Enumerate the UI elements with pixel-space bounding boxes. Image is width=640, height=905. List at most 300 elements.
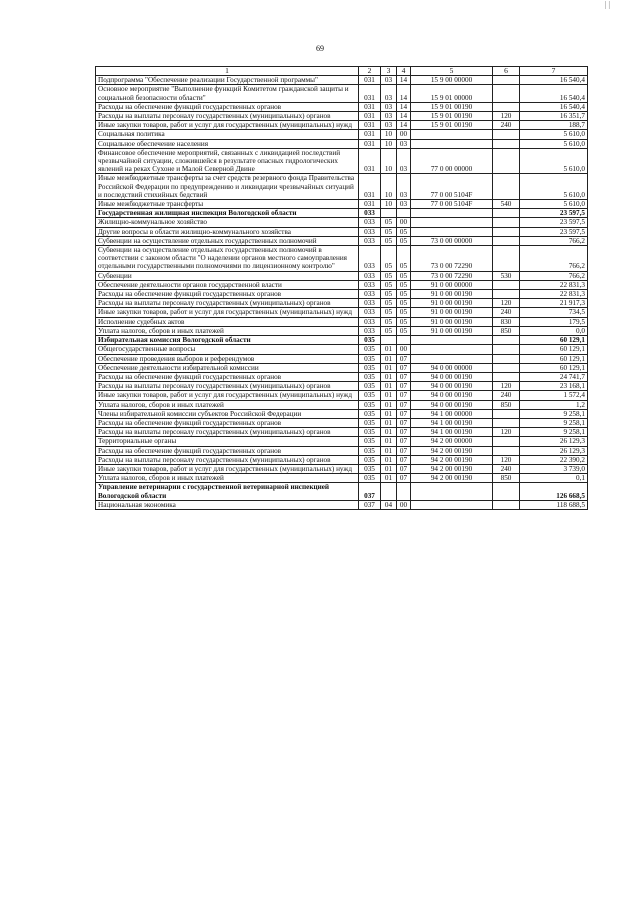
row-name-cell: Субвенции на осуществление отдельных государственных полномочий — [96, 236, 359, 245]
expense-type-cell — [493, 236, 520, 245]
section-code-cell: 05 — [381, 317, 397, 326]
section-code-cell: 05 — [381, 299, 397, 308]
subsection-code-cell: 07 — [397, 428, 411, 437]
subsection-code-cell: 07 — [397, 391, 411, 400]
section-code-cell: 05 — [381, 326, 397, 335]
section-code-cell: 01 — [381, 464, 397, 473]
amount-cell: 16 540,4 — [520, 85, 588, 102]
admin-code-cell: 031 — [359, 76, 381, 85]
amount-cell: 60 129,1 — [520, 354, 588, 363]
table-row — [96, 455, 588, 464]
amount-cell: 734,5 — [520, 308, 588, 317]
table-row — [96, 130, 588, 139]
section-code-cell: 01 — [381, 382, 397, 391]
admin-code-cell: 035 — [359, 382, 381, 391]
section-code-cell: 03 — [381, 76, 397, 85]
admin-code-cell: 031 — [359, 139, 381, 148]
section-code-cell: 03 — [381, 85, 397, 102]
column-header: 7 — [520, 67, 588, 76]
target-article-cell — [411, 139, 493, 148]
section-code-cell — [381, 336, 397, 345]
section-code-cell: 01 — [381, 354, 397, 363]
table-row — [96, 102, 588, 111]
amount-cell: 179,5 — [520, 317, 588, 326]
row-name-cell: Исполнение судебных актов — [96, 317, 359, 326]
target-article-cell: 94 2 00 00000 — [411, 437, 493, 446]
row-name-cell: Уплата налогов, сборов и иных платежей — [96, 474, 359, 483]
amount-cell: 23 168,1 — [520, 382, 588, 391]
subsection-code-cell: 14 — [397, 76, 411, 85]
row-name-cell: Иные закупки товаров, работ и услуг для государственных (муниципальных) нужд — [96, 308, 359, 317]
subsection-code-cell: 00 — [397, 345, 411, 354]
row-name-cell: Расходы на обеспечение функций государственных органов — [96, 418, 359, 427]
target-article-cell: 94 0 00 00190 — [411, 400, 493, 409]
target-article-cell: 91 0 00 00190 — [411, 308, 493, 317]
amount-cell: 5 610,0 — [520, 139, 588, 148]
section-code-cell: 01 — [381, 437, 397, 446]
section-code-cell: 03 — [381, 121, 397, 130]
table-row — [96, 299, 588, 308]
amount-cell: 5 610,0 — [520, 130, 588, 139]
section-code-cell: 03 — [381, 102, 397, 111]
table-row — [96, 437, 588, 446]
target-article-cell — [411, 354, 493, 363]
subsection-code-cell: 03 — [397, 139, 411, 148]
table-row — [96, 280, 588, 289]
expense-type-cell — [493, 130, 520, 139]
admin-code-cell: 035 — [359, 336, 381, 345]
expense-type-cell — [493, 336, 520, 345]
admin-code-cell: 035 — [359, 363, 381, 372]
subsection-code-cell: 07 — [397, 437, 411, 446]
subsection-code-cell — [397, 483, 411, 500]
admin-code-cell: 033 — [359, 290, 381, 299]
expense-type-cell — [493, 139, 520, 148]
row-name-cell: Жилищно-коммунальное хозяйство — [96, 218, 359, 227]
table-row — [96, 209, 588, 218]
admin-code-cell: 031 — [359, 200, 381, 209]
amount-cell: 26 129,3 — [520, 437, 588, 446]
expense-type-cell — [493, 148, 520, 174]
row-name-cell: Иные закупки товаров, работ и услуг для государственных (муниципальных) нужд — [96, 121, 359, 130]
target-article-cell: 94 0 00 00190 — [411, 372, 493, 381]
table-row — [96, 409, 588, 418]
row-name-cell: Территориальные органы — [96, 437, 359, 446]
expense-type-cell — [493, 345, 520, 354]
expense-type-cell — [493, 483, 520, 500]
target-article-cell: 91 0 00 00190 — [411, 317, 493, 326]
section-code-cell: 01 — [381, 400, 397, 409]
target-article-cell: 94 0 00 00190 — [411, 382, 493, 391]
target-article-cell — [411, 483, 493, 500]
row-name-cell: Расходы на выплаты персоналу государственных (муниципальных) органов — [96, 112, 359, 121]
amount-cell: 5 610,0 — [520, 200, 588, 209]
expense-type-cell: 240 — [493, 464, 520, 473]
section-code-cell: 05 — [381, 236, 397, 245]
row-name-cell: Избирательная комиссия Вологодской области — [96, 336, 359, 345]
subsection-code-cell: 05 — [397, 299, 411, 308]
admin-code-cell: 031 — [359, 85, 381, 102]
admin-code-cell: 033 — [359, 227, 381, 236]
subsection-code-cell: 07 — [397, 354, 411, 363]
expense-type-cell — [493, 76, 520, 85]
target-article-cell: 15 9 00 00000 — [411, 76, 493, 85]
expense-type-cell — [493, 85, 520, 102]
column-header: 3 — [381, 67, 397, 76]
subsection-code-cell: 07 — [397, 474, 411, 483]
subsection-code-cell: 07 — [397, 409, 411, 418]
table-row — [96, 139, 588, 148]
admin-code-cell: 035 — [359, 446, 381, 455]
subsection-code-cell: 05 — [397, 246, 411, 272]
admin-code-cell: 035 — [359, 391, 381, 400]
table-row — [96, 200, 588, 209]
target-article-cell — [411, 336, 493, 345]
target-article-cell — [411, 345, 493, 354]
subsection-code-cell — [397, 336, 411, 345]
expense-type-cell: 830 — [493, 317, 520, 326]
table-row — [96, 446, 588, 455]
expense-type-cell: 240 — [493, 391, 520, 400]
admin-code-cell: 035 — [359, 455, 381, 464]
amount-cell: 16 540,4 — [520, 76, 588, 85]
target-article-cell: 73 0 00 72290 — [411, 271, 493, 280]
amount-cell: 22 831,3 — [520, 290, 588, 299]
column-header: 1 — [96, 67, 359, 76]
section-code-cell: 10 — [381, 174, 397, 200]
target-article-cell: 94 0 00 00000 — [411, 363, 493, 372]
expense-type-cell: 120 — [493, 428, 520, 437]
admin-code-cell: 035 — [359, 437, 381, 446]
amount-cell: 9 258,1 — [520, 418, 588, 427]
admin-code-cell: 033 — [359, 299, 381, 308]
section-code-cell: 01 — [381, 455, 397, 464]
target-article-cell: 94 2 00 00190 — [411, 464, 493, 473]
row-name-cell: Уплата налогов, сборов и иных платежей — [96, 326, 359, 335]
subsection-code-cell: 07 — [397, 372, 411, 381]
table-row — [96, 112, 588, 121]
section-code-cell: 01 — [381, 428, 397, 437]
row-name-cell: Расходы на обеспечение функций государственных органов — [96, 102, 359, 111]
row-name-cell: Подпрограмма "Обеспечение реализации Государственной программы" — [96, 76, 359, 85]
admin-code-cell: 031 — [359, 148, 381, 174]
subsection-code-cell: 14 — [397, 102, 411, 111]
admin-code-cell: 031 — [359, 121, 381, 130]
target-article-cell: 91 0 00 00190 — [411, 290, 493, 299]
section-code-cell: 05 — [381, 308, 397, 317]
section-code-cell: 10 — [381, 148, 397, 174]
admin-code-cell: 031 — [359, 130, 381, 139]
expense-type-cell: 540 — [493, 200, 520, 209]
expense-type-cell — [493, 290, 520, 299]
section-code-cell: 05 — [381, 280, 397, 289]
section-code-cell: 10 — [381, 200, 397, 209]
section-code-cell: 05 — [381, 227, 397, 236]
table-row — [96, 372, 588, 381]
amount-cell: 26 129,3 — [520, 446, 588, 455]
admin-code-cell: 031 — [359, 174, 381, 200]
admin-code-cell: 035 — [359, 464, 381, 473]
table-row — [96, 418, 588, 427]
row-name-cell: Основное мероприятие "Выполнение функций Комитетом гражданской защиты и социальной безопасности области" — [96, 85, 359, 102]
expense-type-cell — [493, 372, 520, 381]
target-article-cell: 91 0 00 00190 — [411, 299, 493, 308]
target-article-cell — [411, 227, 493, 236]
target-article-cell: 15 9 01 00190 — [411, 102, 493, 111]
budget-table — [95, 66, 588, 510]
section-code-cell: 05 — [381, 218, 397, 227]
section-code-cell: 01 — [381, 345, 397, 354]
subsection-code-cell — [397, 209, 411, 218]
section-code-cell: 01 — [381, 363, 397, 372]
expense-type-cell — [493, 227, 520, 236]
target-article-cell — [411, 500, 493, 509]
subsection-code-cell: 07 — [397, 464, 411, 473]
expense-type-cell: 850 — [493, 326, 520, 335]
amount-cell: 0,1 — [520, 474, 588, 483]
amount-cell: 22 390,2 — [520, 455, 588, 464]
expense-type-cell: 850 — [493, 400, 520, 409]
amount-cell: 60 129,1 — [520, 336, 588, 345]
amount-cell: 23 597,5 — [520, 209, 588, 218]
table-row — [96, 85, 588, 102]
expense-type-cell — [493, 246, 520, 272]
amount-cell: 5 610,0 — [520, 174, 588, 200]
expense-type-cell — [493, 354, 520, 363]
section-code-cell: 04 — [381, 500, 397, 509]
table-row — [96, 236, 588, 245]
expense-type-cell — [493, 218, 520, 227]
subsection-code-cell: 14 — [397, 112, 411, 121]
admin-code-cell: 037 — [359, 483, 381, 500]
section-code-cell: 05 — [381, 246, 397, 272]
amount-cell: 22 831,3 — [520, 280, 588, 289]
expense-type-cell: 240 — [493, 308, 520, 317]
table-row — [96, 121, 588, 130]
row-name-cell: Иные закупки товаров, работ и услуг для государственных (муниципальных) нужд — [96, 391, 359, 400]
admin-code-cell: 033 — [359, 246, 381, 272]
expense-type-cell: 240 — [493, 121, 520, 130]
amount-cell: 766,2 — [520, 271, 588, 280]
amount-cell: 766,2 — [520, 236, 588, 245]
table-row — [96, 483, 588, 500]
subsection-code-cell: 03 — [397, 148, 411, 174]
table-row — [96, 382, 588, 391]
subsection-code-cell: 05 — [397, 280, 411, 289]
row-name-cell: Другие вопросы в области жилищно-коммунального хозяйства — [96, 227, 359, 236]
subsection-code-cell: 05 — [397, 271, 411, 280]
amount-cell: 23 597,5 — [520, 218, 588, 227]
row-name-cell: Расходы на выплаты персоналу государственных (муниципальных) органов — [96, 455, 359, 464]
target-article-cell: 94 2 00 00190 — [411, 474, 493, 483]
section-code-cell: 05 — [381, 290, 397, 299]
target-article-cell: 94 2 00 00190 — [411, 446, 493, 455]
row-name-cell: Управление ветеринарии с государственной ветеринарной инспекцией Вологодской области — [96, 483, 359, 500]
subsection-code-cell: 05 — [397, 326, 411, 335]
amount-cell: 16 351,7 — [520, 112, 588, 121]
table-row — [96, 345, 588, 354]
table-row — [96, 391, 588, 400]
admin-code-cell: 033 — [359, 218, 381, 227]
row-name-cell: Расходы на обеспечение функций государственных органов — [96, 372, 359, 381]
table-row — [96, 148, 588, 174]
row-name-cell: Иные межбюджетные трансферты за счет средств резервного фонда Правительства Российской Федерации по предупреждению и ликвидации чрезвычайных ситуаций и последствий стихийных бедствий — [96, 174, 359, 200]
admin-code-cell: 035 — [359, 354, 381, 363]
target-article-cell: 77 0 00 5104F — [411, 200, 493, 209]
amount-cell: 24 741,7 — [520, 372, 588, 381]
row-name-cell: Общегосударственные вопросы — [96, 345, 359, 354]
table-row — [96, 246, 588, 272]
row-name-cell: Иные закупки товаров, работ и услуг для государственных (муниципальных) нужд — [96, 464, 359, 473]
expense-type-cell — [493, 418, 520, 427]
table-row — [96, 76, 588, 85]
row-name-cell: Расходы на выплаты персоналу государственных (муниципальных) органов — [96, 382, 359, 391]
section-code-cell: 01 — [381, 372, 397, 381]
subsection-code-cell: 07 — [397, 382, 411, 391]
target-article-cell — [411, 218, 493, 227]
column-header: 5 — [411, 67, 493, 76]
subsection-code-cell: 00 — [397, 500, 411, 509]
table-row — [96, 336, 588, 345]
section-code-cell: 01 — [381, 409, 397, 418]
subsection-code-cell: 05 — [397, 236, 411, 245]
row-name-cell: Члены избирательной комиссии субъектов Российской Федерации — [96, 409, 359, 418]
admin-code-cell: 035 — [359, 409, 381, 418]
row-name-cell: Иные межбюджетные трансферты — [96, 200, 359, 209]
row-name-cell: Социальная политика — [96, 130, 359, 139]
row-name-cell: Субвенции — [96, 271, 359, 280]
admin-code-cell: 033 — [359, 280, 381, 289]
admin-code-cell: 033 — [359, 209, 381, 218]
amount-cell: 21 917,3 — [520, 299, 588, 308]
amount-cell: 118 688,5 — [520, 500, 588, 509]
section-code-cell — [381, 209, 397, 218]
expense-type-cell — [493, 437, 520, 446]
target-article-cell: 15 9 01 00190 — [411, 121, 493, 130]
admin-code-cell: 035 — [359, 400, 381, 409]
target-article-cell: 94 1 00 00000 — [411, 409, 493, 418]
amount-cell: 9 258,1 — [520, 409, 588, 418]
target-article-cell: 94 1 00 00190 — [411, 428, 493, 437]
admin-code-cell: 033 — [359, 271, 381, 280]
amount-cell: 1,2 — [520, 400, 588, 409]
table-row — [96, 290, 588, 299]
subsection-code-cell: 05 — [397, 317, 411, 326]
row-name-cell: Уплата налогов, сборов и иных платежей — [96, 400, 359, 409]
column-header: 2 — [359, 67, 381, 76]
admin-code-cell: 033 — [359, 326, 381, 335]
target-article-cell: 77 0 00 00000 — [411, 148, 493, 174]
admin-code-cell: 035 — [359, 372, 381, 381]
table-row — [96, 400, 588, 409]
row-name-cell: Социальное обеспечение населения — [96, 139, 359, 148]
target-article-cell — [411, 130, 493, 139]
section-code-cell: 03 — [381, 112, 397, 121]
admin-code-cell: 035 — [359, 474, 381, 483]
table-row — [96, 474, 588, 483]
subsection-code-cell: 07 — [397, 418, 411, 427]
target-article-cell: 73 0 00 00000 — [411, 236, 493, 245]
expense-type-cell — [493, 102, 520, 111]
row-name-cell: Расходы на выплаты персоналу государственных (муниципальных) органов — [96, 428, 359, 437]
target-article-cell: 15 9 01 00190 — [411, 112, 493, 121]
admin-code-cell: 033 — [359, 236, 381, 245]
page-number: 69 — [316, 44, 324, 53]
target-article-cell: 94 2 00 00190 — [411, 455, 493, 464]
subsection-code-cell: 00 — [397, 218, 411, 227]
expense-type-cell: 120 — [493, 455, 520, 464]
row-name-cell: Обеспечение проведения выборов и референдумов — [96, 354, 359, 363]
subsection-code-cell: 07 — [397, 400, 411, 409]
row-name-cell: Расходы на обеспечение функций государственных органов — [96, 290, 359, 299]
amount-cell: 23 597,5 — [520, 227, 588, 236]
row-name-cell: Расходы на обеспечение функций государственных органов — [96, 446, 359, 455]
subsection-code-cell: 05 — [397, 227, 411, 236]
section-code-cell: 10 — [381, 130, 397, 139]
column-header: 6 — [493, 67, 520, 76]
amount-cell: 3 739,0 — [520, 464, 588, 473]
row-name-cell: Субвенции на осуществление отдельных государственных полномочий в соответствии с законом области "О наделении органов местного самоуправления отдельными государственными полномочиями по лицензионному контролю" — [96, 246, 359, 272]
subsection-code-cell: 05 — [397, 308, 411, 317]
section-code-cell: 10 — [381, 139, 397, 148]
section-code-cell: 01 — [381, 418, 397, 427]
amount-cell: 60 129,1 — [520, 345, 588, 354]
table-row — [96, 326, 588, 335]
expense-type-cell: 850 — [493, 474, 520, 483]
subsection-code-cell: 14 — [397, 121, 411, 130]
amount-cell: 766,2 — [520, 246, 588, 272]
table-row — [96, 363, 588, 372]
expense-type-cell — [493, 209, 520, 218]
admin-code-cell: 031 — [359, 102, 381, 111]
table-row — [96, 500, 588, 509]
table-row — [96, 174, 588, 200]
row-name-cell: Финансовое обеспечение мероприятий, связанных с ликвидацией последствий чрезвычайной ситуации, сложившейся в результате опасных гидрологических явлений на реках Сухоне и Малой Северной Двине — [96, 148, 359, 174]
header-row — [96, 67, 588, 76]
target-article-cell: 15 9 01 00000 — [411, 85, 493, 102]
expense-type-cell: 120 — [493, 299, 520, 308]
column-header: 4 — [397, 67, 411, 76]
table-row — [96, 271, 588, 280]
table-row — [96, 354, 588, 363]
admin-code-cell: 035 — [359, 345, 381, 354]
expense-type-cell — [493, 363, 520, 372]
subsection-code-cell: 07 — [397, 363, 411, 372]
amount-cell: 16 540,4 — [520, 102, 588, 111]
expense-type-cell: 530 — [493, 271, 520, 280]
corner-mark: | | — [604, 0, 610, 9]
target-article-cell: 94 1 00 00190 — [411, 418, 493, 427]
subsection-code-cell: 03 — [397, 174, 411, 200]
table-row — [96, 227, 588, 236]
expense-type-cell — [493, 409, 520, 418]
expense-type-cell: 120 — [493, 112, 520, 121]
subsection-code-cell: 03 — [397, 200, 411, 209]
expense-type-cell — [493, 280, 520, 289]
admin-code-cell: 035 — [359, 418, 381, 427]
section-code-cell: 01 — [381, 474, 397, 483]
section-code-cell: 01 — [381, 446, 397, 455]
amount-cell: 1 572,4 — [520, 391, 588, 400]
target-article-cell: 91 0 00 00000 — [411, 280, 493, 289]
target-article-cell: 91 0 00 00190 — [411, 326, 493, 335]
table-row — [96, 428, 588, 437]
section-code-cell — [381, 483, 397, 500]
amount-cell: 60 129,1 — [520, 363, 588, 372]
expense-type-cell — [493, 500, 520, 509]
expense-type-cell — [493, 174, 520, 200]
table-row — [96, 317, 588, 326]
